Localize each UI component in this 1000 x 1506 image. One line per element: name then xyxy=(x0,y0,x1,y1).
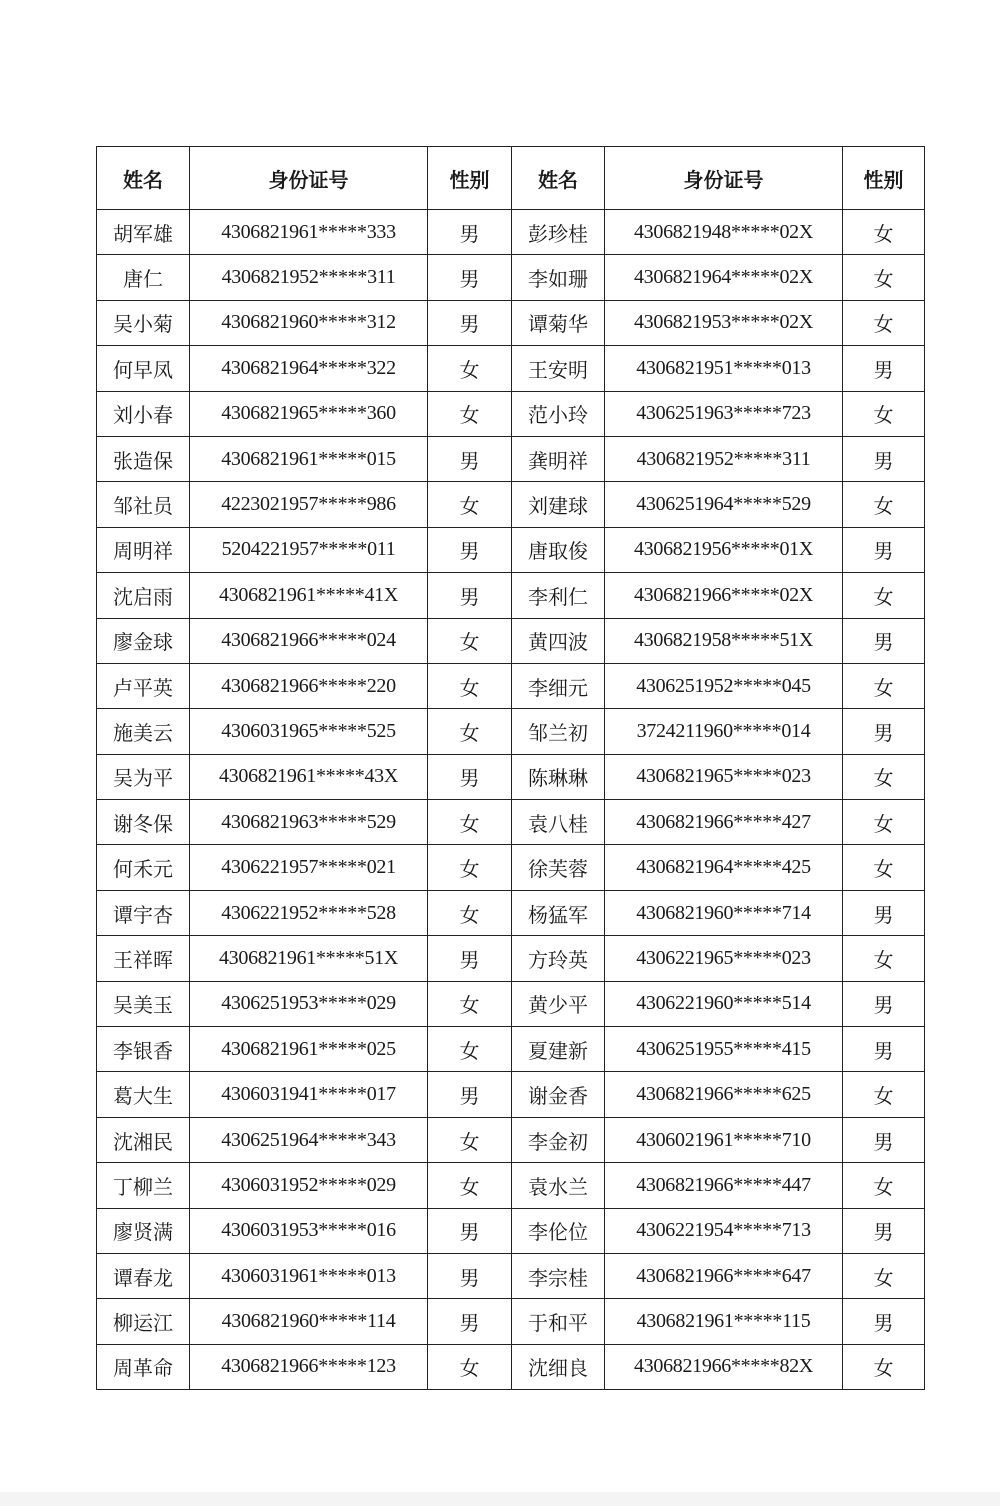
cell-gender-right: 女 xyxy=(843,482,925,527)
cell-gender-right: 男 xyxy=(843,709,925,754)
cell-name-left: 邹社员 xyxy=(97,482,190,527)
table-row xyxy=(97,1344,925,1389)
cell-gender-right: 女 xyxy=(843,845,925,890)
cell-id-number-right: 4306821966*****447 xyxy=(605,1163,843,1208)
cell-id-number-left: 4306031941*****017 xyxy=(190,1072,428,1117)
cell-id-number-right: 4306821966*****82X xyxy=(605,1344,843,1389)
cell-gender-right: 男 xyxy=(843,1027,925,1072)
cell-name-right: 徐芙蓉 xyxy=(512,845,605,890)
cell-name-right: 杨猛军 xyxy=(512,890,605,935)
cell-name-right: 李伦位 xyxy=(512,1208,605,1253)
cell-gender-right: 男 xyxy=(843,981,925,1026)
table-row xyxy=(97,936,925,981)
cell-id-number-right: 4306821966*****427 xyxy=(605,800,843,845)
cell-gender-left: 男 xyxy=(428,1208,512,1253)
cell-gender-right: 男 xyxy=(843,527,925,572)
cell-name-left: 沈湘民 xyxy=(97,1117,190,1162)
cell-id-number-right: 4306821966*****625 xyxy=(605,1072,843,1117)
cell-name-left: 柳运江 xyxy=(97,1299,190,1344)
cell-name-right: 于和平 xyxy=(512,1299,605,1344)
table-row xyxy=(97,1299,925,1344)
table-row xyxy=(97,709,925,754)
cell-gender-left: 女 xyxy=(428,346,512,391)
cell-name-left: 何早凤 xyxy=(97,346,190,391)
table-row xyxy=(97,1027,925,1072)
cell-gender-right: 男 xyxy=(843,1299,925,1344)
cell-id-number-left: 4306251964*****343 xyxy=(190,1117,428,1162)
cell-id-number-right: 4306251952*****045 xyxy=(605,663,843,708)
cell-id-number-right: 4306821951*****013 xyxy=(605,346,843,391)
header-id-left: 身份证号 xyxy=(190,147,428,210)
cell-id-number-left: 4306221952*****528 xyxy=(190,890,428,935)
cell-id-number-left: 4306031961*****013 xyxy=(190,1253,428,1298)
cell-gender-right: 女 xyxy=(843,800,925,845)
cell-id-number-left: 4223021957*****986 xyxy=(190,482,428,527)
cell-name-right: 陈琳琳 xyxy=(512,754,605,799)
cell-id-number-right: 4306821956*****01X xyxy=(605,527,843,572)
cell-id-number-right: 4306821948*****02X xyxy=(605,210,843,255)
cell-id-number-right: 4306821966*****647 xyxy=(605,1253,843,1298)
cell-name-left: 卢平英 xyxy=(97,663,190,708)
cell-id-number-left: 4306821961*****51X xyxy=(190,936,428,981)
cell-name-right: 黄四波 xyxy=(512,618,605,663)
table-row xyxy=(97,663,925,708)
cell-name-right: 唐取俊 xyxy=(512,527,605,572)
cell-name-left: 王祥晖 xyxy=(97,936,190,981)
cell-gender-right: 女 xyxy=(843,936,925,981)
cell-gender-right: 女 xyxy=(843,573,925,618)
cell-gender-left: 女 xyxy=(428,709,512,754)
table-row xyxy=(97,890,925,935)
cell-name-right: 刘建球 xyxy=(512,482,605,527)
cell-name-left: 刘小春 xyxy=(97,391,190,436)
cell-id-number-left: 4306821961*****43X xyxy=(190,754,428,799)
cell-id-number-left: 4306821960*****114 xyxy=(190,1299,428,1344)
cell-gender-left: 男 xyxy=(428,754,512,799)
cell-gender-left: 女 xyxy=(428,1027,512,1072)
table-row xyxy=(97,300,925,345)
cell-gender-left: 女 xyxy=(428,981,512,1026)
cell-id-number-left: 4306821966*****123 xyxy=(190,1344,428,1389)
cell-name-right: 沈细良 xyxy=(512,1344,605,1389)
cell-gender-left: 女 xyxy=(428,663,512,708)
cell-gender-right: 男 xyxy=(843,618,925,663)
cell-name-left: 施美云 xyxy=(97,709,190,754)
cell-id-number-left: 4306821964*****322 xyxy=(190,346,428,391)
cell-name-left: 吴小菊 xyxy=(97,300,190,345)
cell-gender-right: 男 xyxy=(843,1208,925,1253)
cell-name-right: 谭菊华 xyxy=(512,300,605,345)
table-row xyxy=(97,1253,925,1298)
cell-id-number-left: 4306221957*****021 xyxy=(190,845,428,890)
cell-gender-left: 女 xyxy=(428,845,512,890)
table-row xyxy=(97,573,925,618)
table-row xyxy=(97,800,925,845)
cell-gender-left: 男 xyxy=(428,300,512,345)
cell-id-number-left: 4306821952*****311 xyxy=(190,255,428,300)
cell-name-right: 李细元 xyxy=(512,663,605,708)
cell-id-number-left: 5204221957*****011 xyxy=(190,527,428,572)
bottom-margin xyxy=(0,1492,1000,1506)
cell-id-number-right: 4306821964*****425 xyxy=(605,845,843,890)
cell-gender-left: 女 xyxy=(428,618,512,663)
cell-id-number-right: 4306221965*****023 xyxy=(605,936,843,981)
cell-name-right: 黄少平 xyxy=(512,981,605,1026)
header-gender-left: 性别 xyxy=(428,147,512,210)
cell-id-number-right: 4306821965*****023 xyxy=(605,754,843,799)
table-row xyxy=(97,1163,925,1208)
cell-name-left: 吴美玉 xyxy=(97,981,190,1026)
cell-id-number-left: 4306821966*****024 xyxy=(190,618,428,663)
cell-id-number-left: 4306251953*****029 xyxy=(190,981,428,1026)
table-row xyxy=(97,754,925,799)
cell-gender-left: 女 xyxy=(428,391,512,436)
cell-name-right: 方玲英 xyxy=(512,936,605,981)
cell-id-number-right: 4306251963*****723 xyxy=(605,391,843,436)
table-row xyxy=(97,255,925,300)
cell-id-number-right: 3724211960*****014 xyxy=(605,709,843,754)
cell-gender-left: 男 xyxy=(428,436,512,481)
cell-name-right: 李利仁 xyxy=(512,573,605,618)
cell-name-left: 周革命 xyxy=(97,1344,190,1389)
cell-name-left: 谭春龙 xyxy=(97,1253,190,1298)
cell-name-left: 张造保 xyxy=(97,436,190,481)
cell-name-right: 夏建新 xyxy=(512,1027,605,1072)
cell-name-left: 沈启雨 xyxy=(97,573,190,618)
cell-id-number-right: 4306821953*****02X xyxy=(605,300,843,345)
cell-name-right: 范小玲 xyxy=(512,391,605,436)
cell-gender-right: 女 xyxy=(843,1072,925,1117)
table-row xyxy=(97,436,925,481)
table-row xyxy=(97,845,925,890)
cell-gender-right: 女 xyxy=(843,255,925,300)
cell-id-number-left: 4306821961*****41X xyxy=(190,573,428,618)
cell-id-number-right: 4306821958*****51X xyxy=(605,618,843,663)
cell-gender-left: 女 xyxy=(428,890,512,935)
header-row xyxy=(97,147,925,210)
cell-name-left: 谭宇杏 xyxy=(97,890,190,935)
document-sheet xyxy=(96,146,924,1390)
cell-name-right: 袁水兰 xyxy=(512,1163,605,1208)
cell-id-number-left: 4306821961*****025 xyxy=(190,1027,428,1072)
cell-name-left: 丁柳兰 xyxy=(97,1163,190,1208)
header-name-left: 姓名 xyxy=(97,147,190,210)
cell-gender-right: 男 xyxy=(843,1117,925,1162)
cell-id-number-right: 4306821952*****311 xyxy=(605,436,843,481)
cell-gender-left: 女 xyxy=(428,482,512,527)
cell-name-right: 彭珍桂 xyxy=(512,210,605,255)
cell-gender-right: 女 xyxy=(843,663,925,708)
cell-name-left: 胡军雄 xyxy=(97,210,190,255)
table-row xyxy=(97,981,925,1026)
cell-id-number-left: 4306821965*****360 xyxy=(190,391,428,436)
cell-gender-left: 男 xyxy=(428,573,512,618)
table-row xyxy=(97,1072,925,1117)
cell-id-number-right: 4306821960*****714 xyxy=(605,890,843,935)
header-id-right: 身份证号 xyxy=(605,147,843,210)
cell-gender-right: 男 xyxy=(843,346,925,391)
table-row xyxy=(97,618,925,663)
cell-name-right: 李宗桂 xyxy=(512,1253,605,1298)
cell-gender-left: 男 xyxy=(428,1299,512,1344)
cell-id-number-left: 4306821961*****015 xyxy=(190,436,428,481)
table-row xyxy=(97,1117,925,1162)
cell-gender-left: 女 xyxy=(428,800,512,845)
cell-gender-left: 男 xyxy=(428,527,512,572)
cell-gender-left: 男 xyxy=(428,1253,512,1298)
cell-gender-left: 男 xyxy=(428,1072,512,1117)
cell-name-left: 吴为平 xyxy=(97,754,190,799)
cell-name-right: 袁八桂 xyxy=(512,800,605,845)
cell-id-number-left: 4306821961*****333 xyxy=(190,210,428,255)
cell-name-right: 李金初 xyxy=(512,1117,605,1162)
cell-id-number-right: 4306221960*****514 xyxy=(605,981,843,1026)
cell-name-left: 何禾元 xyxy=(97,845,190,890)
cell-name-left: 廖金球 xyxy=(97,618,190,663)
cell-gender-right: 男 xyxy=(843,436,925,481)
cell-id-number-left: 4306821963*****529 xyxy=(190,800,428,845)
cell-name-left: 谢冬保 xyxy=(97,800,190,845)
cell-name-right: 龚明祥 xyxy=(512,436,605,481)
cell-id-number-left: 4306821960*****312 xyxy=(190,300,428,345)
cell-id-number-right: 4306021961*****710 xyxy=(605,1117,843,1162)
header-gender-right: 性别 xyxy=(843,147,925,210)
cell-name-right: 王安明 xyxy=(512,346,605,391)
table-row xyxy=(97,527,925,572)
cell-name-right: 谢金香 xyxy=(512,1072,605,1117)
cell-gender-right: 女 xyxy=(843,391,925,436)
cell-id-number-right: 4306821966*****02X xyxy=(605,573,843,618)
cell-id-number-left: 4306031952*****029 xyxy=(190,1163,428,1208)
cell-name-left: 唐仁 xyxy=(97,255,190,300)
table-row xyxy=(97,391,925,436)
cell-id-number-left: 4306821966*****220 xyxy=(190,663,428,708)
cell-gender-right: 女 xyxy=(843,210,925,255)
table-row xyxy=(97,346,925,391)
cell-gender-right: 女 xyxy=(843,300,925,345)
cell-gender-left: 男 xyxy=(428,936,512,981)
cell-id-number-right: 4306251964*****529 xyxy=(605,482,843,527)
cell-id-number-left: 4306031965*****525 xyxy=(190,709,428,754)
cell-gender-right: 男 xyxy=(843,890,925,935)
cell-name-left: 葛大生 xyxy=(97,1072,190,1117)
header-name-right: 姓名 xyxy=(512,147,605,210)
cell-gender-left: 女 xyxy=(428,1163,512,1208)
roster-table xyxy=(96,146,925,1390)
cell-id-number-left: 4306031953*****016 xyxy=(190,1208,428,1253)
cell-gender-left: 男 xyxy=(428,255,512,300)
table-row xyxy=(97,210,925,255)
cell-name-left: 李银香 xyxy=(97,1027,190,1072)
cell-name-left: 廖贤满 xyxy=(97,1208,190,1253)
cell-id-number-right: 4306251955*****415 xyxy=(605,1027,843,1072)
cell-gender-left: 女 xyxy=(428,1117,512,1162)
cell-gender-left: 女 xyxy=(428,1344,512,1389)
cell-id-number-right: 4306821964*****02X xyxy=(605,255,843,300)
cell-id-number-right: 4306221954*****713 xyxy=(605,1208,843,1253)
cell-name-left: 周明祥 xyxy=(97,527,190,572)
cell-name-right: 李如珊 xyxy=(512,255,605,300)
cell-gender-right: 女 xyxy=(843,1163,925,1208)
table-row xyxy=(97,482,925,527)
cell-gender-right: 女 xyxy=(843,1253,925,1298)
cell-id-number-right: 4306821961*****115 xyxy=(605,1299,843,1344)
cell-name-right: 邹兰初 xyxy=(512,709,605,754)
cell-gender-right: 女 xyxy=(843,754,925,799)
table-row xyxy=(97,1208,925,1253)
cell-gender-right: 女 xyxy=(843,1344,925,1389)
cell-gender-left: 男 xyxy=(428,210,512,255)
